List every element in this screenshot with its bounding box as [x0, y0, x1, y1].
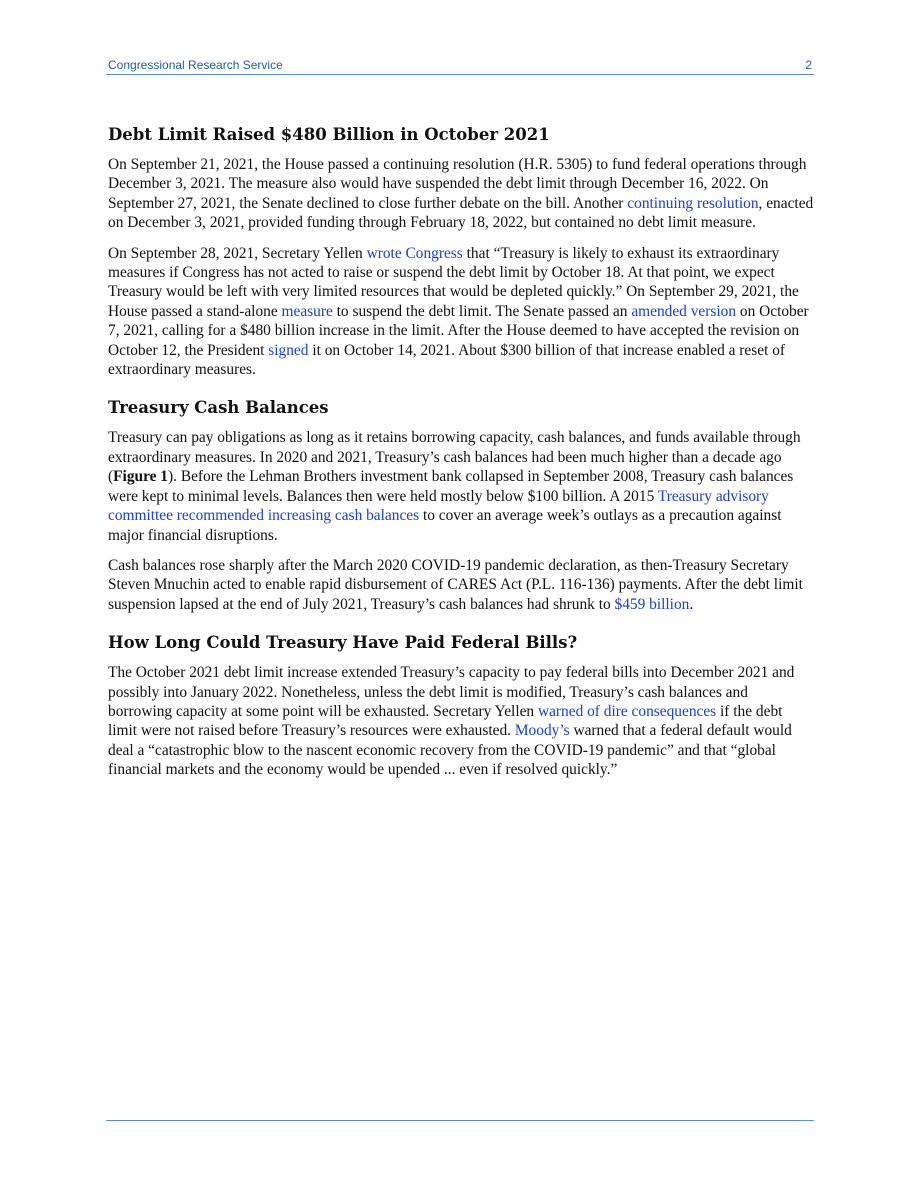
figure-reference: Figure 1: [113, 468, 168, 486]
paragraph: [108, 663, 814, 779]
text-run: , enacted on December 3, 2021, provided funding through February 18, 2022, but contained no debt limit measure.: [108, 194, 814, 232]
text-run: to cover an average week’s outlays as a precaution against major financial disruptions.: [108, 507, 782, 544]
page-header: [108, 58, 814, 74]
link-amended-version[interactable]: amended version: [631, 302, 737, 320]
document-body: [108, 124, 814, 791]
paragraph: [108, 155, 814, 233]
link-459-billion[interactable]: $459 billion: [614, 595, 690, 613]
page-number: 2: [805, 58, 812, 72]
text-run: .: [689, 595, 694, 613]
header-rule: [106, 74, 814, 75]
text-run: warned that a federal default would deal a “catastrophic blow to the nascent economic recovery from the COVID-19 pandemic” and that “global financial markets and the economy would be upended ... even if resolved quickly.”: [108, 722, 792, 779]
section-heading-federal-bills: How Long Could Treasury Have Paid Federal Bills?: [108, 633, 578, 653]
text-run: The October 2021 debt limit increase extended Treasury’s capacity to pay federal bills into December 2021 and possibly into January 2022. Nonetheless, unless the debt limit is modified, Treasury’s cash balances and borrowing capacity at some point will be exhausted. Secretary Yellen: [108, 664, 795, 720]
text-run: On September 21, 2021, the House passed a continuing resolution (H.R. 5305) to fund federal operations through December 3, 2021. The measure also would have suspended the debt limit through December 16, 2022. On September 27, 2021, the Senate declined to close further debate on the bill. Another: [108, 156, 807, 212]
text-run: on October 7, 2021, calling for a $480 billion increase in the limit. After the House deemed to have accepted the revision on October 12, the President: [108, 302, 809, 359]
section-heading-debt-limit: Debt Limit Raised $480 Billion in October 2021: [108, 125, 550, 144]
link-warned-of-dire-consequences[interactable]: warned of dire consequences: [537, 702, 717, 720]
link-measure[interactable]: measure: [281, 302, 333, 320]
paragraph: [108, 244, 814, 380]
text-run: that “Treasury is likely to exhaust its extraordinary measures if Congress has not acted to raise or suspend the debt limit by October 18. At that point, we expect Treasury would be left with very limited resources that would be depleted quickly.” On September 29, 2021, the House passed a stand-alone: [108, 244, 799, 320]
link-continuing-resolution[interactable]: continuing resolution: [627, 194, 759, 212]
link-moodys[interactable]: Moody’s: [514, 722, 570, 740]
header-organization: Congressional Research Service: [108, 58, 283, 72]
link-wrote-congress[interactable]: wrote Congress: [366, 244, 463, 262]
footer-rule: [106, 1120, 814, 1121]
link-treasury-advisory-committee[interactable]: Treasury advisory committee recommended increasing cash balances: [108, 487, 769, 525]
text-run: it on October 14, 2021. About $300 billion of that increase enabled a reset of extraordinary measures.: [108, 341, 786, 379]
text-run: if the debt limit were not raised before Treasury’s resources were exhausted.: [108, 702, 783, 740]
text-run: ). Before the Lehman Brothers investment bank collapsed in September 2008, Treasury cash balances were kept to minimal levels. Balances then were held mostly below $100 billion. A 2015: [108, 468, 794, 505]
paragraph: [108, 556, 814, 614]
paragraph: [108, 428, 814, 544]
section-heading-cash-balances: Treasury Cash Balances: [108, 398, 329, 418]
text-run: Treasury can pay obligations as long as it retains borrowing capacity, cash balances, and funds available through extraordinary measures. In 2020 and 2021, Treasury’s cash balances had been much higher than a decade ago (: [108, 429, 801, 486]
text-run: Cash balances rose sharply after the March 2020 COVID-19 pandemic declaration, as then-Treasury Secretary Steven Mnuchin acted to enable rapid disbursement of CARES Act (P.L. 116-136) payments. After the debt limit suspension lapsed at the end of July 2021, Treasury’s cash balances had shrunk to: [108, 556, 803, 613]
link-signed[interactable]: signed: [268, 341, 309, 359]
text-run: On September 28, 2021, Secretary Yellen: [108, 244, 367, 262]
text-run: to suspend the debt limit. The Senate passed an: [332, 302, 632, 320]
